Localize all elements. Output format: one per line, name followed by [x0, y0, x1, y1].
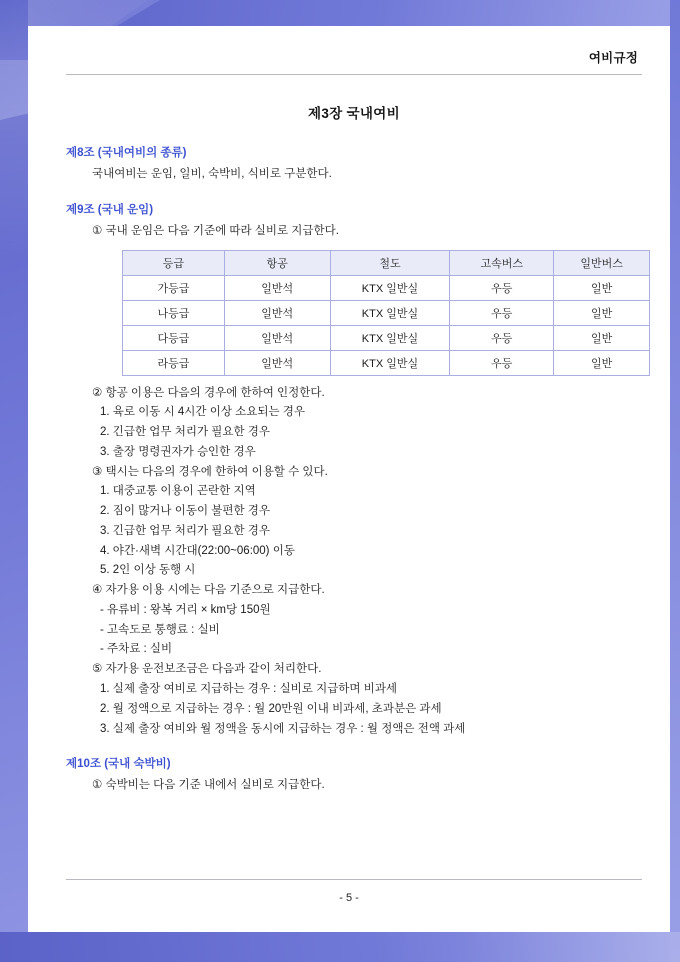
article-9-heading: 제9조 (국내 운임)	[66, 203, 154, 216]
article-9-clause-3: ③ 택시는 다음의 경우에 한하여 이용할 수 있다.	[92, 465, 328, 478]
article-9-item: 3. 긴급한 업무 처리가 필요한 경우	[100, 524, 270, 537]
article-10-heading: 제10조 (국내 숙박비)	[66, 758, 171, 771]
article-9-line-1: ① 국내 운임은 다음 기준에 따라 실비로 지급한다.	[92, 224, 339, 237]
table-cell: 우등	[450, 300, 554, 325]
article-9-item: 1. 실제 출장 여비로 지급하는 경우 : 실비로 지급하며 비과세	[100, 683, 398, 696]
table-row	[123, 275, 650, 300]
decorative-facet-bottom	[460, 932, 680, 962]
table-cell: 우등	[450, 350, 554, 375]
table-cell: 일반	[554, 275, 650, 300]
article-9-item: 1. 육로 이동 시 4시간 이상 소요되는 경우	[100, 406, 305, 419]
decorative-right-border	[670, 0, 680, 962]
table-col-header: 철도	[330, 250, 450, 275]
table-cell: KTX 일반실	[330, 350, 450, 375]
table-cell: 일반석	[224, 275, 330, 300]
table-col-header: 항공	[224, 250, 330, 275]
header-divider	[66, 74, 642, 75]
table-cell: KTX 일반실	[330, 300, 450, 325]
table-col-header: 일반버스	[554, 250, 650, 275]
table-cell: 가등급	[123, 275, 225, 300]
table-cell: 라등급	[123, 350, 225, 375]
document-body	[66, 84, 642, 798]
footer-divider	[66, 879, 642, 880]
article-9-clause-2: ② 항공 이용은 다음의 경우에 한하여 인정한다.	[92, 386, 325, 399]
article-9-item: 1. 대중교통 이용이 곤란한 지역	[100, 485, 256, 498]
page-content-sheet	[28, 26, 670, 932]
article-9-item: 2. 월 정액으로 지급하는 경우 : 월 20만원 이내 비과세, 초과분은 과세	[100, 702, 442, 715]
table-col-header: 고속버스	[450, 250, 554, 275]
document-header-title: 여비규정	[588, 51, 638, 65]
table-cell: 일반석	[224, 325, 330, 350]
article-9-item: 2. 긴급한 업무 처리가 필요한 경우	[100, 426, 270, 439]
table-cell: 나등급	[123, 300, 225, 325]
fare-grade-table	[122, 250, 650, 376]
article-9-clause-5: ⑤ 자가용 운전보조금은 다음과 같이 처리한다.	[92, 663, 322, 676]
article-8-heading: 제8조 (국내여비의 종류)	[66, 147, 187, 159]
table-header-row	[123, 250, 650, 275]
article-9-item: - 주차료 : 실비	[100, 643, 173, 656]
table-cell: 일반석	[224, 300, 330, 325]
table-cell: 일반	[554, 350, 650, 375]
article-9-clause-4: ④ 자가용 이용 시에는 다음 기준으로 지급한다.	[92, 584, 325, 597]
article-9-item: 3. 실제 출장 여비와 월 정액을 동시에 지급하는 경우 : 월 정액은 전액 과세	[100, 722, 466, 735]
table-cell: 일반석	[224, 350, 330, 375]
article-9-item: - 유류비 : 왕복 거리 × km당 150원	[100, 603, 271, 616]
article-9	[66, 201, 642, 740]
table-cell: 우등	[450, 325, 554, 350]
table-row	[123, 350, 650, 375]
article-8-line-1: 국내여비는 운임, 일비, 숙박비, 식비로 구분한다.	[92, 168, 332, 180]
table-row	[123, 325, 650, 350]
article-10-line-1: ① 숙박비는 다음 기준 내에서 실비로 지급한다.	[92, 779, 325, 792]
table-col-header: 등급	[123, 250, 225, 275]
article-9-item: 3. 출장 명령권자가 승인한 경우	[100, 445, 256, 458]
table-cell: 일반	[554, 300, 650, 325]
table-cell: 일반	[554, 325, 650, 350]
table-cell: 우등	[450, 275, 554, 300]
table-cell: KTX 일반실	[330, 325, 450, 350]
page-number: - 5 -	[339, 892, 359, 904]
article-10	[66, 755, 642, 796]
article-9-item: - 고속도로 통행료 : 실비	[100, 623, 220, 636]
table-cell: KTX 일반실	[330, 275, 450, 300]
article-9-item: 5. 2인 이상 동행 시	[100, 564, 196, 577]
article-9-item: 2. 짐이 많거나 이동이 불편한 경우	[100, 505, 270, 518]
table-row	[123, 300, 650, 325]
decorative-facet-left	[0, 60, 30, 260]
table-cell: 다등급	[123, 325, 225, 350]
article-8	[66, 144, 642, 185]
article-9-item: 4. 야간·새벽 시간대(22:00~06:00) 이동	[100, 544, 295, 557]
chapter-title: 제3장 국내여비	[308, 106, 400, 121]
